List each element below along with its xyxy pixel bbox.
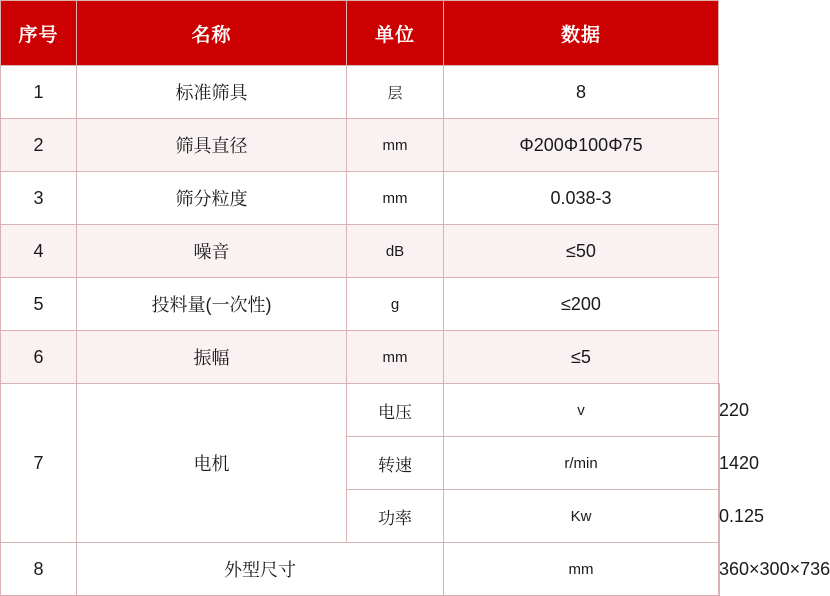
cell-sub-name: 功率 (347, 490, 444, 543)
cell-unit: 层 (347, 66, 444, 119)
cell-data: 360×300×736 (719, 543, 720, 596)
cell-data: ≤50 (444, 225, 719, 278)
cell-name: 筛分粒度 (77, 172, 347, 225)
header-cell-no: 序号 (1, 1, 77, 66)
cell-no: 8 (1, 543, 77, 596)
cell-name-motor: 电机 (77, 384, 347, 543)
cell-no: 4 (1, 225, 77, 278)
cell-unit: v (444, 384, 719, 437)
table-row (1, 66, 720, 119)
cell-data: 8 (444, 66, 719, 119)
table-row (1, 278, 720, 331)
cell-no: 1 (1, 66, 77, 119)
cell-unit: g (347, 278, 444, 331)
header-cell-unit: 单位 (347, 1, 444, 66)
cell-name: 噪音 (77, 225, 347, 278)
cell-data: ≤5 (444, 331, 719, 384)
cell-no: 2 (1, 119, 77, 172)
table-row (1, 331, 720, 384)
cell-data: Φ200Φ100Φ75 (444, 119, 719, 172)
header-cell-name: 名称 (77, 1, 347, 66)
table-row (1, 172, 720, 225)
cell-name: 外型尺寸 (77, 543, 444, 596)
table-row (1, 119, 720, 172)
cell-unit: Kw (444, 490, 719, 543)
cell-no-motor: 7 (1, 384, 77, 543)
cell-data: 0.038-3 (444, 172, 719, 225)
table-row (1, 225, 720, 278)
header-cell-data: 数据 (444, 1, 719, 66)
cell-sub-name: 电压 (347, 384, 444, 437)
cell-no: 5 (1, 278, 77, 331)
table-row-motor-voltage (1, 384, 720, 437)
cell-unit: mm (347, 172, 444, 225)
cell-name: 振幅 (77, 331, 347, 384)
cell-data: ≤200 (444, 278, 719, 331)
table-row (1, 543, 720, 596)
cell-name: 标准筛具 (77, 66, 347, 119)
cell-no: 3 (1, 172, 77, 225)
cell-unit: mm (347, 119, 444, 172)
cell-no: 6 (1, 331, 77, 384)
cell-unit: r/min (444, 437, 719, 490)
cell-unit: mm (347, 331, 444, 384)
cell-sub-name: 转速 (347, 437, 444, 490)
cell-name: 投料量(一次性) (77, 278, 347, 331)
cell-unit: dB (347, 225, 444, 278)
cell-data: 0.125 (719, 490, 720, 543)
cell-data: 1420 (719, 437, 720, 490)
cell-data: 220 (719, 384, 720, 437)
cell-unit: mm (444, 543, 719, 596)
cell-name: 筛具直径 (77, 119, 347, 172)
table-header-row (1, 1, 720, 66)
